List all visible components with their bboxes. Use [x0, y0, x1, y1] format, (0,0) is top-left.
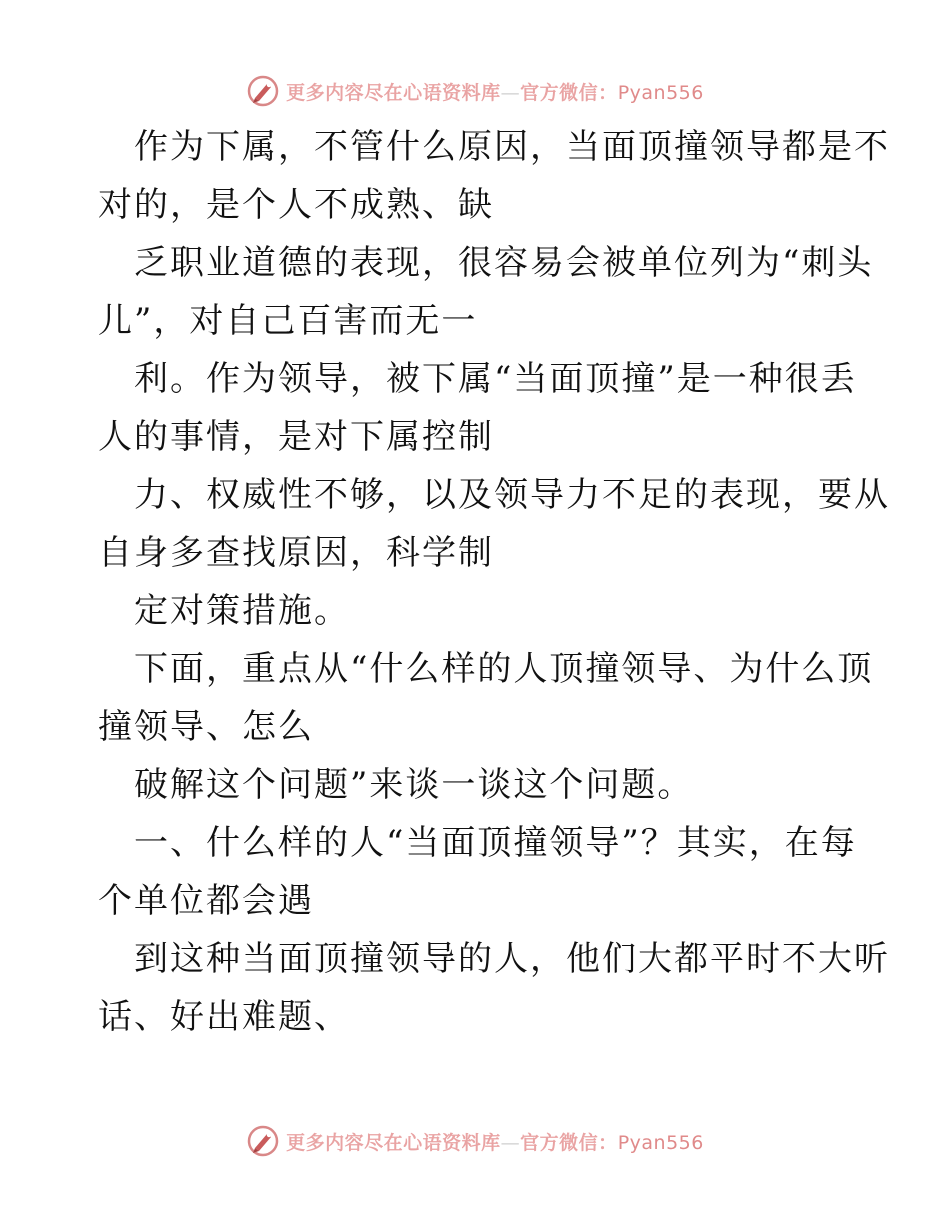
body-line: 力、权威性不够，以及领导力不足的表现，要从 [134, 475, 890, 515]
body-line: 破解这个问题”来谈一谈这个问题。 [134, 765, 694, 805]
body-line: 到这种当面顶撞领导的人，他们大都平时不大听 [134, 939, 890, 979]
document-body [98, 118, 890, 1046]
body-line: 乏职业道德的表现，很容易会被单位列为“刺头 [134, 243, 874, 283]
pen-nib-logo-icon [246, 1124, 280, 1158]
page-footer-banner [0, 1121, 950, 1161]
page-header-banner [0, 71, 950, 111]
header-banner-text: 更多内容尽在心语资料库—官方微信：Pyan556 [286, 81, 704, 104]
footer-banner-text: 更多内容尽在心语资料库—官方微信：Pyan556 [286, 1131, 704, 1154]
body-line: 定对策措施。 [134, 591, 350, 631]
body-line: 话、好出难题、 [98, 997, 350, 1037]
body-line: 撞领导、怎么 [98, 707, 314, 747]
pen-nib-logo-icon [246, 74, 280, 108]
body-line: 利。作为领导，被下属“当面顶撞”是一种很丢 [134, 359, 857, 399]
body-line: 个单位都会遇 [98, 881, 314, 921]
body-line: 人的事情，是对下属控制 [98, 417, 494, 457]
body-line: 下面，重点从“什么样的人顶撞领导、为什么顶 [134, 649, 874, 689]
body-line: 作为下属，不管什么原因，当面顶撞领导都是不 [134, 127, 890, 167]
body-line: 对的，是个人不成熟、缺 [98, 185, 494, 225]
body-line: 儿”，对自己百害而无一 [98, 301, 478, 341]
body-line: 自身多查找原因，科学制 [98, 533, 494, 573]
body-line: 一、什么样的人“当面顶撞领导”？其实，在每 [134, 823, 857, 863]
